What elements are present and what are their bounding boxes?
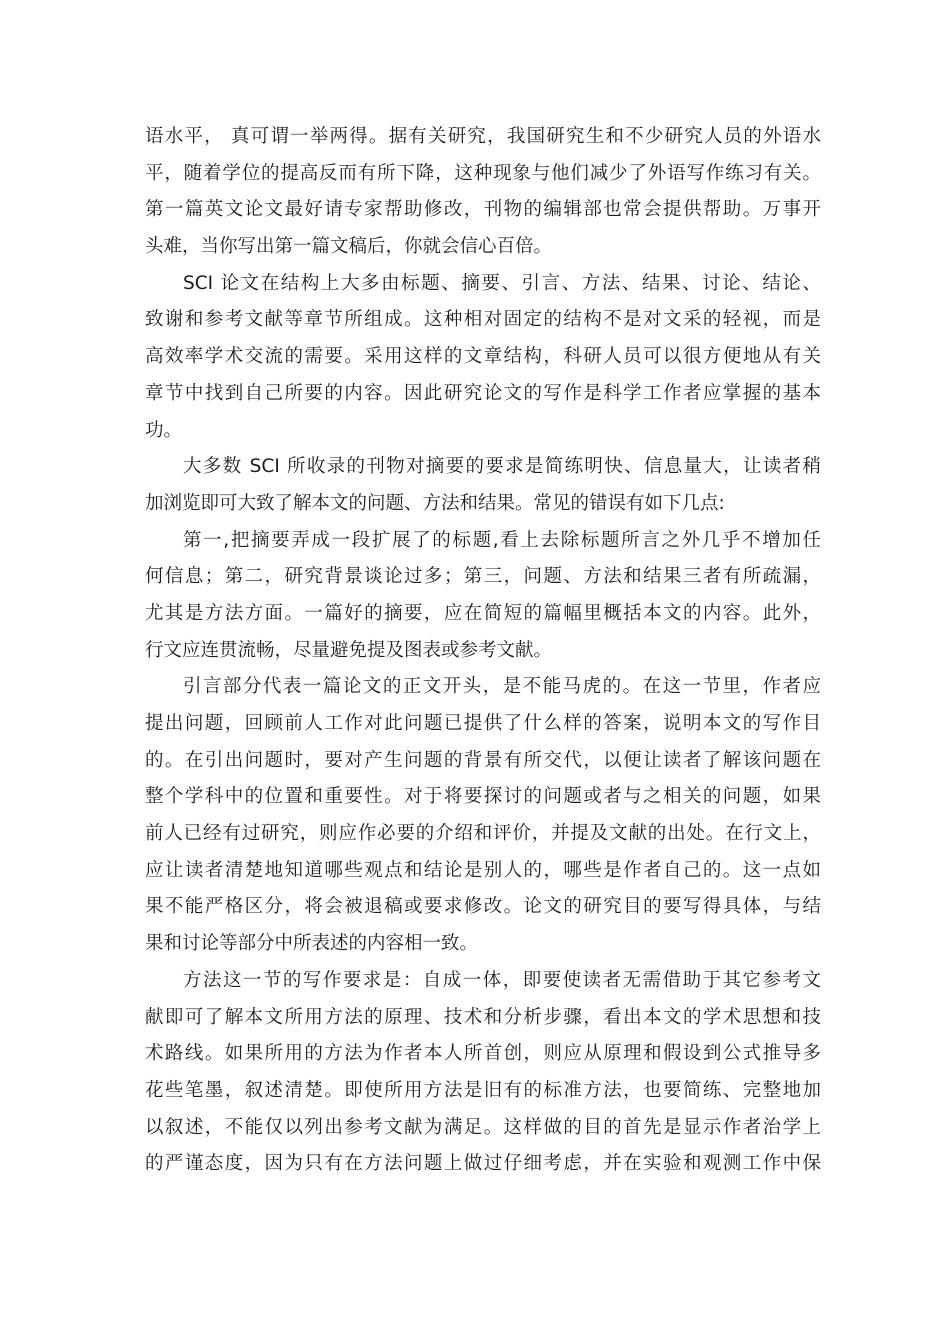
paragraph-first-line: 引言部分代表一篇论文的正文开头，是不能马虎的。在这一节里，作者应 (183, 676, 821, 698)
text-line: 行文应连贯流畅，尽量避免提及图表或参考文献。 (145, 639, 553, 661)
text-line: 果和讨论等部分中所表述的内容相一致。 (145, 933, 479, 955)
text-line: 第一篇英文论文最好请专家帮助修改，刊物的编辑部也常会提供帮助。万事开 (145, 199, 821, 221)
text-line: 加浏览即可大致了解本文的问题、方法和结果。常见的错误有如下几点: (145, 492, 725, 514)
text-line: 提出问题，回顾前人工作对此问题已提供了什么样的答案，说明本文的写作目 (145, 713, 821, 734)
text-line: 章节中找到自己所要的内容。因此研究论文的写作是科学工作者应掌握的基本 (145, 382, 821, 404)
text-line: 平，随着学位的提高反而有所下降，这种现象与他们减少了外语写作练习有关。 (145, 162, 821, 184)
text-line: 以叙述，不能仅以列出参考文献为满足。这样做的目的首先是显示作者治学上 (145, 1116, 821, 1138)
text-line: 术路线。如果所用的方法为作者本人所首创，则应从原理和假设到公式推导多 (145, 1043, 821, 1065)
text-line: 前人已经有过研究，则应作必要的介绍和评价，并提及文献的出处。在行文上， (145, 823, 821, 845)
text-line: 的。在引出问题时，要对产生问题的背景有所交代，以便让读者了解该问题在 (145, 749, 821, 771)
text-line: 何信息；第二，研究背景谈论过多；第三，问题、方法和结果三者有所疏漏， (145, 566, 821, 588)
text-line: 的严谨态度，因为只有在方法问题上做过仔细考虑，并在实验和观测工作中保 (145, 1153, 821, 1175)
text-line: 整个学科中的位置和重要性。对于将要探讨的问题或者与之相关的问题，如果 (145, 786, 821, 808)
text-line: 献即可了解本文所用方法的原理、技术和分析步骤，看出本文的学术思想和技 (145, 1006, 821, 1028)
text-line: 致谢和参考文献等章节所组成。这种相对固定的结构不是对文采的轻视，而是 (145, 309, 821, 331)
paragraph-first-line: 大多数 SCI 所收录的刊物对摘要的要求是简练明快、信息量大，让读者稍 (183, 456, 821, 478)
text-line: 高效率学术交流的需要。采用这样的文章结构，科研人员可以很方便地从有关 (145, 346, 821, 368)
paragraph-first-line: SCI 论文在结构上大多由标题、摘要、引言、方法、结果、讨论、结论、 (183, 272, 821, 294)
text-line: 尤其是方法方面。一篇好的摘要，应在简短的篇幅里概括本文的内容。此外， (145, 602, 821, 624)
document-body (145, 119, 821, 1183)
paragraph-first-line: 方法这一节的写作要求是：自成一体，即要使读者无需借助于其它参考文 (183, 969, 821, 991)
paragraph-first-line: 第一,把摘要弄成一段扩展了的标题,看上去除标题所言之外几乎不增加任 (183, 529, 821, 551)
text-line: 语水平， 真可谓一举两得。据有关研究，我国研究生和不少研究人员的外语水 (145, 126, 821, 147)
text-line: 头难，当你写出第一篇文稿后，你就会信心百倍。 (145, 236, 553, 258)
text-line: 果不能严格区分，将会被退稿或要求修改。论文的研究目的要写得具体，与结 (145, 896, 821, 918)
text-line: 应让读者清楚地知道哪些观点和结论是别人的，哪些是作者自己的。这一点如 (145, 859, 821, 881)
text-line: 花些笔墨，叙述清楚。即使所用方法是旧有的标准方法，也要简练、完整地加 (145, 1079, 821, 1101)
text-line: 功。 (145, 419, 183, 441)
